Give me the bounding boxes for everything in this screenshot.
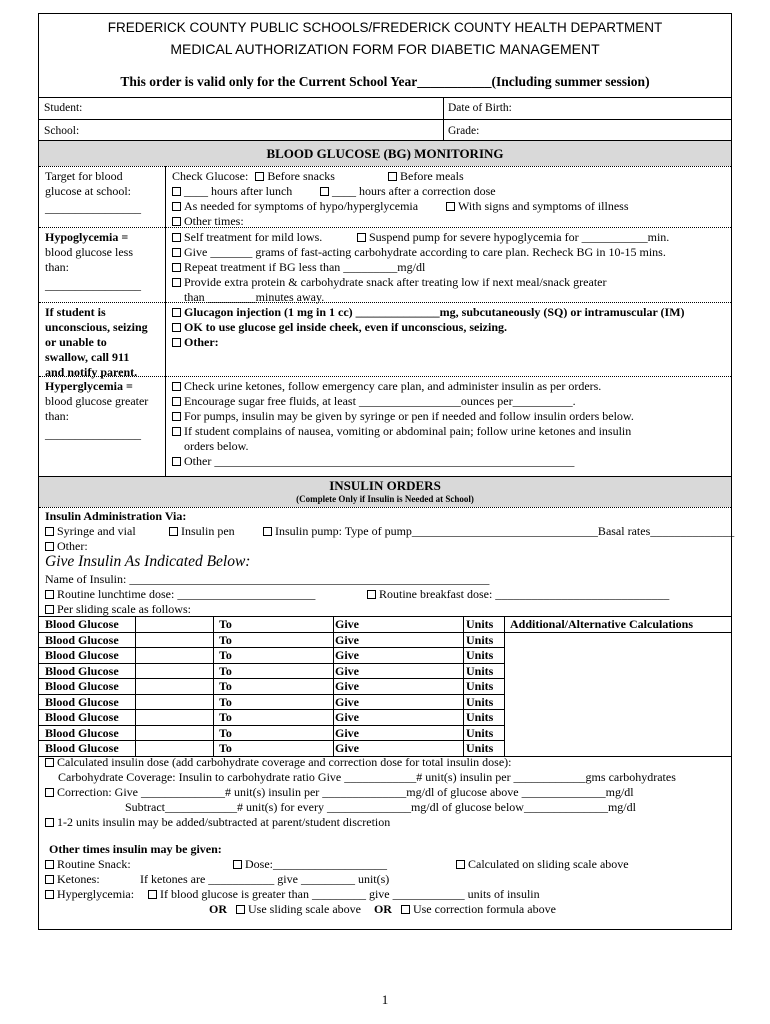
scale-bg-label: Blood Glucose	[45, 725, 119, 740]
correction-checkbox[interactable]	[45, 788, 54, 797]
other-times-insulin-label: Other times insulin may be given:	[49, 842, 222, 856]
scale-give-label: Give	[335, 617, 359, 631]
scale-give-label: Give	[335, 694, 359, 709]
with-signs-label: With signs and symptoms of illness	[458, 199, 629, 213]
hyper-label-2: blood glucose greater	[45, 394, 149, 408]
glucose-gel-checkbox[interactable]	[172, 323, 181, 332]
routine-snack-checkbox[interactable]	[45, 860, 54, 869]
target-label-2: glucose at school:	[45, 184, 131, 198]
hypo-label-2: blood glucose less	[45, 245, 133, 259]
insulin-pen-label: Insulin pen	[181, 524, 235, 538]
scale-bg-label: Blood Glucose	[45, 648, 119, 662]
scale-bg-label: Blood Glucose	[45, 663, 119, 678]
admin-via-label: Insulin Administration Via:	[45, 509, 187, 523]
check-glucose-row	[172, 169, 464, 184]
admin-other-label: Other:	[57, 539, 88, 553]
calculated-dose-label: Calculated insulin dose (add carbohydrate coverage and correction dose for total insulin dose):	[57, 755, 512, 769]
scale-units-label: Units	[466, 679, 494, 693]
scale-bg-label: Blood Glucose	[45, 632, 119, 647]
scale-give-label: Give	[335, 741, 359, 755]
sliding-scale-table	[39, 616, 731, 756]
scale-bg-label: Blood Glucose	[45, 679, 119, 693]
for-pumps-label: For pumps, insulin may be given by syringe or pen if needed and follow insulin orders below.	[184, 409, 634, 423]
scale-to-label: To	[219, 741, 232, 755]
dose-checkbox[interactable]	[233, 860, 242, 869]
hyperglycemia-checkbox[interactable]	[45, 890, 54, 899]
insulin-section-title: INSULIN ORDERS	[329, 478, 441, 493]
admin-other-checkbox[interactable]	[45, 542, 54, 551]
carb-coverage-line: Carbohydrate Coverage: Insulin to carbohydrate ratio Give ____________# unit(s) insulin per ____________gms carbohydrates	[58, 770, 676, 784]
scale-to-label: To	[219, 679, 232, 693]
repeat-treatment-label: Repeat treatment if BG less than _________mg/dl	[184, 260, 426, 274]
nausea-label-2: orders below.	[184, 439, 249, 453]
calc-sliding-checkbox[interactable]	[456, 860, 465, 869]
nausea-label: If student complains of nausea, vomiting or abdominal pain; follow urine ketones and insulin	[184, 424, 632, 438]
hours-after-correction-checkbox[interactable]	[320, 187, 329, 196]
page-number: 1	[381, 992, 389, 1007]
give-grams-checkbox[interactable]	[172, 248, 181, 257]
if-bg-greater-label: If blood glucose is greater than _________ give ____________ units of insulin	[160, 887, 540, 901]
scale-units-label: Units	[466, 663, 494, 678]
scale-units-label: Units	[466, 710, 494, 724]
scale-to-label: To	[219, 663, 232, 678]
use-correction-label: Use correction formula above	[412, 902, 556, 916]
breakfast-dose-label: Routine breakfast dose: _____________________________	[379, 587, 670, 601]
school-field-label[interactable]: School:	[44, 125, 80, 137]
scale-to-label: To	[219, 725, 232, 740]
provide-extra-label: Provide extra protein & carbohydrate snack after treating low if next meal/snack greater	[184, 275, 607, 289]
hypo-label-3: than:	[45, 260, 69, 274]
other-bold-label: Other:	[184, 335, 219, 349]
use-sliding-label: Use sliding scale above	[248, 902, 361, 916]
scale-give-label: Give	[335, 663, 359, 678]
scale-give-label: Give	[335, 710, 359, 724]
as-needed-checkbox[interactable]	[172, 202, 181, 211]
if-bg-greater-checkbox[interactable]	[148, 890, 157, 899]
scale-give-label: Give	[335, 679, 359, 693]
lunchtime-dose-label: Routine lunchtime dose: _______________________	[57, 587, 316, 601]
suspend-pump-checkbox[interactable]	[357, 233, 366, 242]
for-pumps-checkbox[interactable]	[172, 412, 181, 421]
dose-label: Dose:___________________	[245, 857, 387, 871]
scale-units-label: Units	[466, 741, 494, 755]
unconscious-label-1: If student is	[45, 305, 106, 319]
unconscious-label-4: swallow, call 911	[45, 350, 130, 364]
scale-bg-label: Blood Glucose	[45, 710, 119, 724]
repeat-treatment-checkbox[interactable]	[172, 263, 181, 272]
other-line-checkbox[interactable]	[172, 457, 181, 466]
student-field-label[interactable]: Student:	[44, 102, 83, 114]
scale-to-label: To	[219, 710, 232, 724]
hyperglycemia-label: Hyperglycemia:	[57, 887, 135, 901]
scale-units-label: Units	[466, 632, 494, 647]
nausea-checkbox[interactable]	[172, 427, 181, 436]
target-blank[interactable]: ________________	[45, 201, 141, 215]
header-line-1: FREDERICK COUNTY PUBLIC SCHOOLS/FREDERICK COUNTY HEALTH DEPARTMENT	[107, 20, 663, 35]
sliding-scale-checkbox[interactable]	[45, 605, 54, 614]
hypo-label: Hypoglycemia =	[45, 230, 129, 244]
subtract-line: Subtract____________# unit(s) for every ______________mg/dl of glucose below______________mg/dl	[125, 800, 636, 814]
header-line-2: MEDICAL AUTHORIZATION FORM FOR DIABETIC MANAGEMENT	[170, 41, 600, 57]
hours-after-correction-label: ____ hours after a correction dose	[332, 184, 496, 198]
grade-field-label[interactable]: Grade:	[448, 125, 480, 137]
hyper-label: Hyperglycemia =	[45, 379, 133, 393]
insulin-section-subtitle: (Complete Only if Insulin is Needed at School)	[296, 494, 474, 504]
glucagon-checkbox[interactable]	[172, 308, 181, 317]
or-label-1: OR	[209, 902, 227, 916]
syringe-checkbox[interactable]	[45, 527, 54, 536]
other-times-label: Other times:	[184, 214, 244, 228]
scale-units-label: Units	[466, 617, 494, 631]
scale-give-label: Give	[335, 725, 359, 740]
with-signs-checkbox[interactable]	[446, 202, 455, 211]
scale-to-label: To	[219, 694, 232, 709]
scale-bg-label: Blood Glucose	[45, 694, 119, 709]
scale-bg-label: Blood Glucose	[45, 741, 119, 755]
hyper-blank[interactable]: ________________	[45, 427, 141, 441]
provide-extra-label-2: than ________minutes away.	[184, 290, 325, 304]
give-insulin-heading: Give Insulin As Indicated Below:	[45, 553, 251, 570]
hours-after-lunch-checkbox[interactable]	[172, 187, 181, 196]
scale-bg-label: Blood Glucose	[45, 617, 119, 631]
ketones-label: Ketones:	[57, 872, 100, 886]
routine-snack-label: Routine Snack:	[57, 857, 131, 871]
bg-section-title: BLOOD GLUCOSE (BG) MONITORING	[266, 146, 504, 161]
syringe-label: Syringe and vial	[57, 524, 136, 538]
insulin-pump-label: Insulin pump: Type of pump_______________________________Basal rates______________	[275, 524, 735, 538]
scale-to-label: To	[219, 632, 232, 647]
self-treatment-label: Self treatment for mild lows.	[184, 230, 323, 244]
target-label: Target for blood	[45, 169, 123, 183]
scale-units-label: Units	[466, 694, 494, 709]
calc-sliding-label: Calculated on sliding scale above	[468, 857, 629, 871]
dob-field-label[interactable]: Date of Birth:	[448, 102, 512, 114]
ketones-checkbox[interactable]	[45, 875, 54, 884]
unconscious-label-5: and notify parent.	[45, 365, 138, 379]
units-discretion-checkbox[interactable]	[45, 818, 54, 827]
units-discretion-label: 1-2 units insulin may be added/subtracted at parent/student discretion	[57, 815, 391, 829]
provide-extra-checkbox[interactable]	[172, 278, 181, 287]
before-meals-label: Before meals	[400, 169, 464, 183]
other-line-label: Other ____________________________________________________________	[184, 454, 575, 468]
scale-units-label: Units	[466, 648, 494, 662]
scale-give-label: Give	[335, 648, 359, 662]
before-snacks-checkbox[interactable]	[255, 172, 264, 181]
use-correction-checkbox[interactable]	[401, 905, 410, 914]
scale-to-label: To	[219, 617, 232, 631]
check-urine-checkbox[interactable]	[172, 382, 181, 391]
breakfast-checkbox[interactable]	[367, 590, 376, 599]
before-snacks-label: Before snacks	[267, 169, 335, 183]
correction-label: Correction: Give ______________# unit(s) insulin per ______________mg/dl of glucose above ______________mg/dl	[57, 785, 634, 799]
additional-calculations-header: Additional/Alternative Calculations	[510, 617, 694, 631]
scale-to-label: To	[219, 648, 232, 662]
encourage-fluids-label: Encourage sugar free fluids, at least _________________ounces per__________.	[184, 394, 576, 408]
lunchtime-checkbox[interactable]	[45, 590, 54, 599]
encourage-fluids-checkbox[interactable]	[172, 397, 181, 406]
calculated-dose-checkbox[interactable]	[45, 758, 54, 767]
insulin-pump-checkbox[interactable]	[263, 527, 272, 536]
glucagon-label: Glucagon injection (1 mg in 1 cc) ______________mg, subcutaneously (SQ) or intramuscular (IM)	[184, 305, 685, 319]
suspend-pump-label: Suspend pump for severe hypoglycemia for ___________min.	[369, 230, 670, 244]
if-ketones-label: If ketones are ___________ give _________ unit(s)	[140, 872, 390, 886]
validity-line: This order is valid only for the Current School Year___________(Including summer session)	[120, 74, 650, 89]
or-label-2: OR	[373, 902, 392, 916]
unconscious-label-3: or unable to	[45, 335, 107, 349]
give-grams-label: Give _______ grams of fast-acting carbohydrate according to care plan. Recheck BG in 10-15 mins.	[184, 245, 666, 259]
hypo-blank[interactable]: ________________	[45, 278, 141, 292]
before-meals-checkbox[interactable]	[388, 172, 397, 181]
check-urine-label: Check urine ketones, follow emergency care plan, and administer insulin as per orders.	[184, 379, 602, 393]
medical-authorization-form	[38, 13, 735, 930]
hyper-label-3: than:	[45, 409, 69, 423]
hours-after-lunch-label: ____ hours after lunch	[184, 184, 293, 198]
scale-give-label: Give	[335, 632, 359, 647]
insulin-pen-checkbox[interactable]	[169, 527, 178, 536]
unconscious-label-2: unconscious, seizing	[45, 320, 148, 334]
sliding-scale-label: Per sliding scale as follows:	[57, 602, 191, 616]
as-needed-label: As needed for symptoms of hypo/hyperglycemia	[184, 199, 419, 213]
glucose-gel-label: OK to use glucose gel inside cheek, even if unconscious, seizing.	[184, 320, 508, 334]
check-glucose-label: Check Glucose:	[172, 169, 249, 183]
self-treatment-checkbox[interactable]	[172, 233, 181, 242]
name-of-insulin-field[interactable]: Name of Insulin: ____________________________________________________________	[45, 572, 490, 586]
other-bold-checkbox[interactable]	[172, 338, 181, 347]
use-sliding-checkbox[interactable]	[236, 905, 245, 914]
other-times-checkbox[interactable]	[172, 217, 181, 226]
scale-units-label: Units	[466, 725, 494, 740]
